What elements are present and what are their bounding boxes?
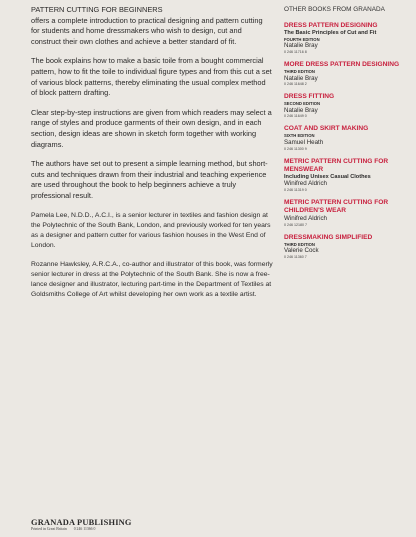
author-bio-paragraph: Rozanne Hawksley, A.R.C.A., co-author and illustrator of this book, was formerly senior lecturer in dress at the Polytechnic of the South Bank. She is now a free-lance designer and illustrator, lecturing part-time in the Department of Textiles at Goldsmiths College of Art whilst developing her own work as a textile artist. [31, 260, 273, 298]
other-books-sidebar [284, 6, 410, 266]
description-paragraph: The book explains how to make a basic toile from a bought commercial pattern, how to fit the toile to individual figure types and from this cut a set of various block patterns, thereby eliminating the usual complex method of block pattern drafting. [31, 56, 272, 98]
book-entry-title: METRIC PATTERN CUTTING FOR CHILDREN'S WEAR [284, 198, 389, 214]
book-entry [284, 125, 410, 151]
book-entry [284, 22, 410, 55]
book-entry-author: Winifred Aldrich [284, 214, 327, 222]
book-entry [284, 93, 410, 119]
book-entry-title: MORE DRESS PATTERN DESIGNING [284, 60, 400, 68]
book-entry-author: Natalie Bray [284, 106, 318, 114]
publisher-footer [31, 527, 132, 532]
book-entry-title: DRESS PATTERN DESIGNING [284, 22, 378, 29]
book-entry-author: Valerie Cock [284, 247, 319, 255]
publisher-name: GRANADA PUBLISHING [31, 518, 132, 527]
book-entry-isbn: 0 246 11716 8 [284, 49, 307, 54]
book-entry-author: Natalie Bray [284, 74, 318, 82]
description-paragraph: Clear step-by-step instructions are given from which readers may select a range of styles and produce garments of their own design, and in each section, design ideas are shown in sketch form together with working diagrams. [31, 107, 272, 149]
book-entry [284, 199, 410, 228]
book-entry-edition: SIXTH EDITION [284, 133, 315, 139]
book-entry-edition: THIRD EDITION [284, 68, 315, 74]
book-title: PATTERN CUTTING FOR BEGINNERS [31, 5, 163, 14]
author-bio-paragraph: Pamela Lee, N.D.D., A.C.I., is a senior lecturer in textiles and fashion design at the Polytechnic of the South Bank, London, and previously worked for ten years as a designer and pattern cutter for various fashion houses in the West End of London. [31, 211, 271, 249]
book-entry [284, 61, 410, 87]
book-entry-isbn: 0 246 11360 7 [284, 254, 307, 259]
book-entry-isbn: 0 246 12180 7 [284, 222, 307, 227]
printed-in-note: Printed in Great Britain [31, 527, 67, 531]
book-entry-isbn: 0 246 11300 9 [284, 146, 307, 151]
book-entry-isbn: 0 246 11649 0 [284, 114, 307, 119]
book-entry-isbn: 0 246 11648 2 [284, 82, 307, 87]
book-entry [284, 234, 410, 260]
publisher-isbn: 0 246 11366 0 [73, 527, 96, 531]
book-entry-subtitle: Including Unisex Casual Clothes [284, 173, 371, 180]
book-entry-title: DRESSMAKING SIMPLIFIED [284, 233, 373, 241]
book-entry-edition: THIRD EDITION [284, 241, 315, 247]
book-entry-title: METRIC PATTERN CUTTING FOR MENSWEAR [284, 157, 389, 173]
book-entry-author: Natalie Bray [284, 42, 318, 50]
book-entry-author: Samuel Heath [284, 138, 324, 146]
book-entry [284, 158, 410, 193]
book-entry-author: Winifred Aldrich [284, 180, 327, 188]
book-entry-edition: SECOND EDITION [284, 101, 321, 107]
book-entry-title: DRESS FITTING [284, 93, 335, 101]
book-entry-isbn: 0 246 11319 0 [284, 187, 307, 192]
book-entry-edition: FOURTH EDITION [284, 36, 320, 42]
book-entry-title: COAT AND SKIRT MAKING [284, 125, 369, 133]
sidebar-heading: OTHER BOOKS FROM GRANADA [284, 6, 385, 13]
description-paragraph: offers a complete introduction to practical designing and pattern cutting for students and home dressmakers who wish to design, cut and construct their own clothes and achieve a better standard of fit. [31, 15, 263, 46]
book-entry-subtitle: The Basic Principles of Cut and Fit [284, 30, 377, 36]
publisher-imprint [31, 518, 132, 532]
description-paragraph: The authors have set out to present a simple learning method, but short-cuts and techniques drawn from their industrial and teaching experience are used throughout the book to help beginners achieve a truly professional result. [31, 159, 268, 200]
description-column [31, 5, 273, 309]
